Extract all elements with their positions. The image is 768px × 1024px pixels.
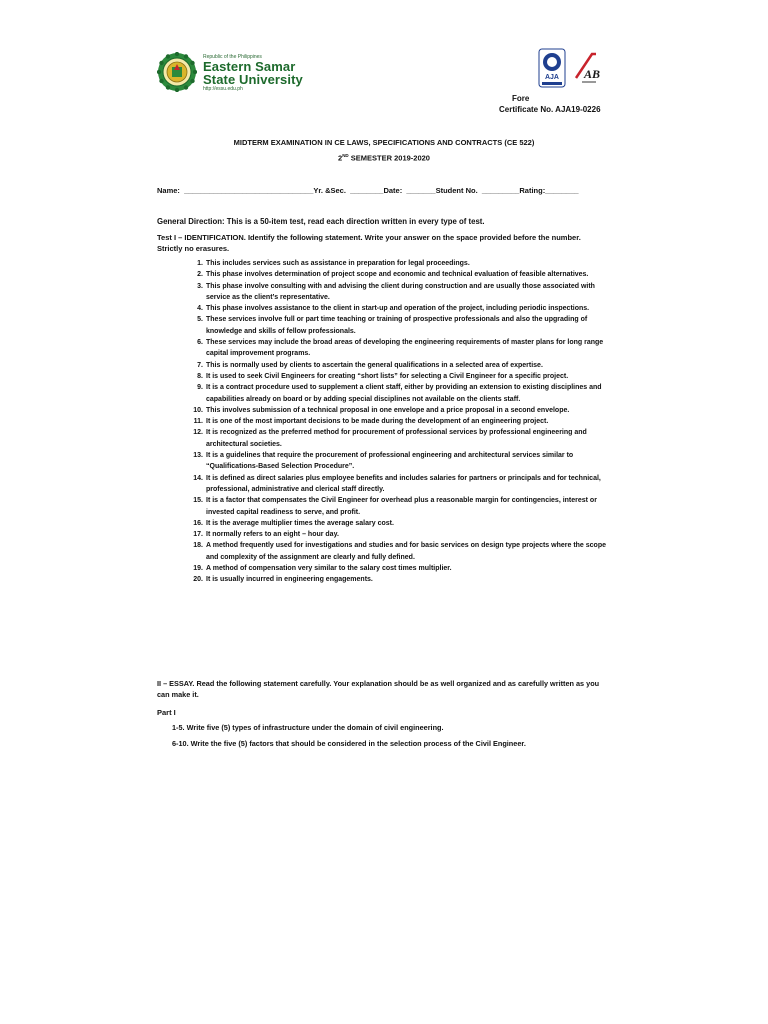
item-text: This is normally used by clients to ascertain the general qualifications in a selected area of expertise.: [206, 361, 543, 369]
item-text: This includes services such as assistance in preparation for legal proceedings.: [206, 260, 470, 267]
item-text: It is a contract procedure used to supplement a client staff, either by providing an extension to existing disciplines and capabilities already on board or by adding special disciplines not available on the clients staff.: [206, 384, 602, 403]
list-item: [187, 427, 609, 450]
list-item: [187, 258, 609, 269]
identification-list: [187, 258, 609, 586]
list-item: [187, 574, 609, 585]
student-info-line: Name: _______________________________Yr. &Sec. ________Date: _______Student No. _________Rating:________: [157, 186, 579, 195]
item-number: 19.: [193, 565, 203, 573]
fore-label: Fore: [512, 94, 530, 103]
item-text: This phase involve consulting with and advising the client during construction and are usually those associated with service as the client’s representative.: [206, 282, 595, 301]
item-number: 17.: [193, 531, 203, 539]
university-seal-logo: [157, 52, 197, 92]
list-item: [187, 529, 609, 540]
list-item: [187, 450, 609, 473]
item-number: 3.: [197, 282, 203, 290]
item-number: 6.: [197, 339, 203, 347]
item-number: 7.: [197, 361, 203, 369]
list-item: [187, 518, 609, 529]
item-number: 9.: [197, 384, 203, 392]
university-website: http://essu.edu.ph: [203, 86, 243, 92]
item-text: It is the average multiplier times the average salary cost.: [206, 519, 394, 527]
republic-label: Republic of the Philippines: [203, 54, 262, 60]
list-item: [187, 382, 609, 405]
list-item: [187, 416, 609, 427]
list-item: [187, 495, 609, 518]
essay-heading: II – ESSAY. Read the following statement carefully. Your explanation should be as well organized and as carefully written as you can make it.: [157, 679, 600, 699]
item-number: 15.: [193, 497, 203, 505]
item-number: 13.: [193, 452, 203, 460]
essay-question-1: 1-5. Write five (5) types of infrastructure under the domain of civil engineering.: [172, 723, 444, 732]
item-number: 11.: [193, 418, 203, 426]
part-label: Part I: [157, 708, 176, 717]
item-text: It is one of the most important decisions to be made during the development of an engineering project.: [206, 418, 549, 426]
item-number: 2.: [197, 271, 203, 279]
list-item: [187, 314, 609, 337]
item-text: It is a guidelines that require the procurement of professional engineering and architectural services similar to “Qualifications-Based Selection Procedure”.: [206, 452, 574, 471]
university-name-line1: Eastern Samar: [203, 59, 296, 74]
item-text: A method of compensation very similar to the salary cost times multiplier.: [206, 565, 452, 573]
certificate-number: Certificate No. AJA19-0226: [499, 105, 601, 114]
exam-semester: 2ND SEMESTER 2019-2020: [338, 153, 430, 163]
ab-logo-text: AB: [584, 67, 601, 81]
university-name-line2: State University: [203, 72, 303, 87]
list-item: [187, 405, 609, 416]
item-text: This phase involves assistance to the client in start-up and operation of the project, including periodic inspections.: [206, 305, 590, 313]
item-text: It is defined as direct salaries plus employee benefits and includes salaries for partners or principals and for technical, professional, administrative and clerical staff directly.: [206, 474, 601, 493]
list-item: [187, 360, 609, 371]
item-text: It is used to seek Civil Engineers for creating “short lists” for selecting a Civil Engineer for a specific project.: [206, 372, 569, 380]
list-item: [187, 337, 609, 360]
item-text: It is a factor that compensates the Civil Engineer for overhead plus a reasonable margin for contingencies, interest or invested capital readiness to serve, and profit.: [206, 497, 597, 516]
item-text: This involves submission of a technical proposal in one envelope and a price proposal in a second envelope.: [206, 406, 570, 414]
test1-heading: Test I – IDENTIFICATION. Identify the following statement. Write your answer on the space provided before the number. Strictly no erasures.: [157, 233, 581, 253]
item-text: This phase involves determination of project scope and economic and technical evaluation of feasible alternatives.: [206, 271, 589, 279]
list-item: [187, 281, 609, 304]
list-item: [187, 473, 609, 496]
list-item: [187, 371, 609, 382]
general-direction: General Direction: This is a 50-item test, read each direction written in every type of test.: [157, 217, 485, 226]
item-text: A method frequently used for investigations and studies and for basic services on design type projects where the scope and complexity of the assignment are clearly and fully defined.: [206, 542, 607, 561]
item-number: 4.: [197, 305, 203, 313]
item-text: It normally refers to an eight – hour day.: [206, 531, 339, 539]
university-name-block: [203, 54, 303, 93]
list-item: [187, 269, 609, 280]
item-number: 1.: [197, 260, 203, 267]
certification-logos: [538, 48, 608, 90]
list-item: [187, 303, 609, 314]
item-text: It is usually incurred in engineering engagements.: [206, 576, 373, 584]
essay-question-2: 6-10. Write the five (5) factors that should be considered in the selection process of the Civil Engineer.: [172, 739, 526, 748]
item-number: 8.: [197, 372, 203, 380]
item-number: 14.: [193, 474, 203, 482]
aja-logo-text: AJA: [544, 74, 560, 81]
list-item: [187, 563, 609, 574]
exam-title: MIDTERM EXAMINATION IN CE LAWS, SPECIFICATIONS AND CONTRACTS (CE 522): [233, 138, 535, 147]
item-number: 20.: [193, 576, 203, 584]
item-text: These services may include the broad areas of developing the engineering requirements of master plans for long range capital improvement programs.: [206, 339, 604, 358]
list-item: [187, 540, 609, 563]
item-number: 10.: [193, 406, 203, 414]
item-number: 16.: [193, 519, 203, 527]
item-text: It is recognized as the preferred method for procurement of professional services by professional engineering and architectural societies.: [206, 429, 587, 448]
item-number: 12.: [193, 429, 203, 437]
item-number: 18.: [193, 542, 203, 550]
item-text: These services involve full or part time teaching or training of prospective professionals and also the upgrading of knowledge and skills of fellow professionals.: [206, 316, 588, 335]
item-number: 5.: [197, 316, 203, 324]
